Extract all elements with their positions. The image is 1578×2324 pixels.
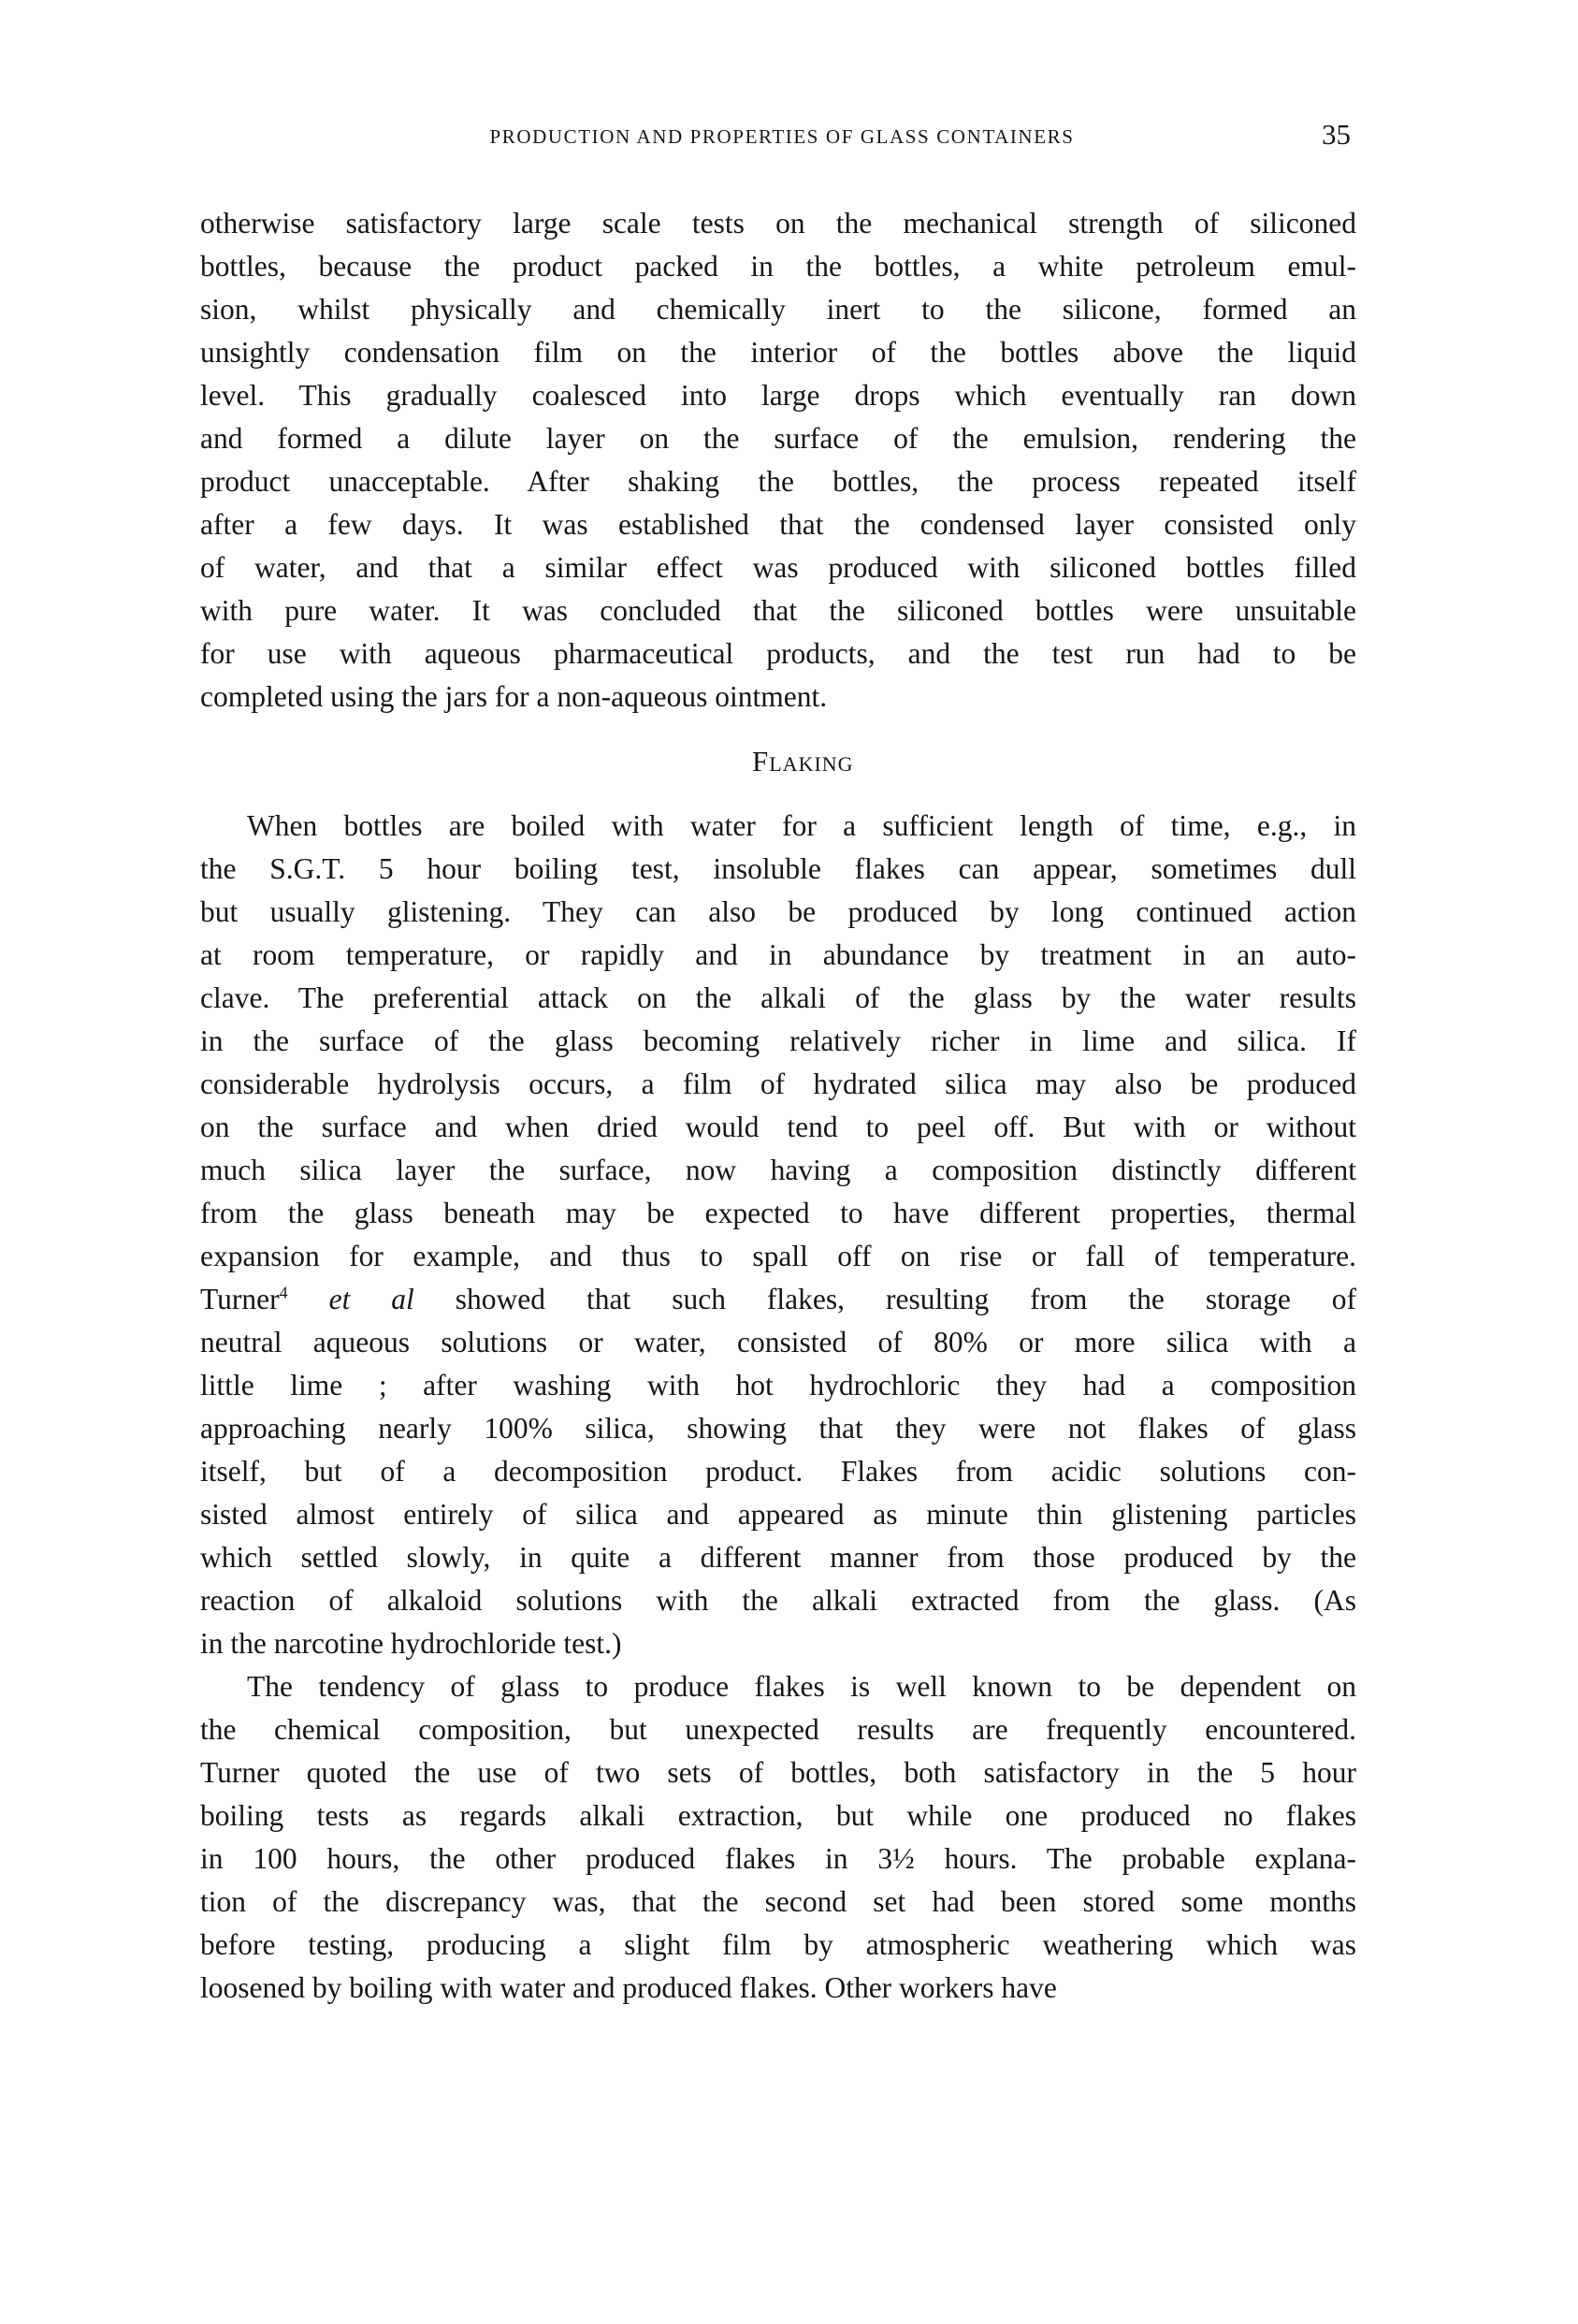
et-al: et al — [328, 1283, 414, 1315]
text-line: from the glass beneath may be expected to have different properties, thermal — [200, 1197, 1356, 1229]
text-line: When bottles are boiled with water for a sufficient length of time, e.g., in — [247, 809, 1356, 842]
text-line: and formed a dilute layer on the surface of the emulsion, rendering the — [200, 422, 1356, 455]
body-text — [200, 202, 1356, 2010]
text-line: with pure water. It was concluded that the siliconed bottles were unsuitable — [200, 594, 1356, 627]
paragraph-1 — [200, 202, 1356, 719]
author-name: Turner — [200, 1283, 280, 1315]
text-line: completed using the jars for a non-aqueous ointment. — [200, 680, 828, 713]
text-line: tion of the discrepancy was, that the second set had been stored some months — [200, 1885, 1356, 1918]
text-line: level. This gradually coalesced into large drops which eventually ran down — [200, 379, 1356, 412]
text-line: clave. The preferential attack on the alkali of the glass by the water results — [200, 981, 1356, 1014]
text-line: in the narcotine hydrochloride test.) — [200, 1627, 622, 1660]
running-title: PRODUCTION AND PROPERTIES OF GLASS CONTAINERS — [489, 125, 1075, 148]
reference-superscript: 4 — [279, 1283, 288, 1302]
text-line: but usually glistening. They can also be produced by long continued action — [200, 895, 1356, 928]
text-line: unsightly condensation film on the interior of the bottles above the liquid — [200, 336, 1356, 369]
text-line: considerable hydrolysis occurs, a film of hydrated silica may also be produced — [200, 1068, 1356, 1100]
text-line: The tendency of glass to produce flakes is well known to be dependent on — [247, 1670, 1356, 1703]
text-line: after a few days. It was established that the condensed layer consisted only — [200, 508, 1356, 541]
text-line: expansion for example, and thus to spall off on rise or fall of temperature. — [200, 1240, 1356, 1272]
text-line: at room temperature, or rapidly and in abundance by treatment in an auto- — [200, 938, 1356, 971]
text-line: itself, but of a decomposition product. Flakes from acidic solutions con- — [200, 1455, 1356, 1488]
text-line: sion, whilst physically and chemically inert to the silicone, formed an — [200, 293, 1356, 326]
text-line — [200, 1278, 1356, 1321]
text-line: in 100 hours, the other produced flakes in 3½ hours. The probable explana- — [200, 1842, 1356, 1875]
text-line: the S.G.T. 5 hour boiling test, insoluble flakes can appear, sometimes dull — [200, 852, 1356, 885]
text-line: on the surface and when dried would tend to peel off. But with or without — [200, 1111, 1356, 1143]
text-line: the chemical composition, but unexpected results are frequently encountered. — [200, 1713, 1356, 1746]
section-heading: Flaking — [752, 745, 854, 777]
text-line: much silica layer the surface, now having a composition distinctly different — [200, 1154, 1356, 1186]
text-line: Turner quoted the use of two sets of bottles, both satisfactory in the 5 hour — [200, 1756, 1356, 1789]
text-line: sisted almost entirely of silica and appeared as minute thin glistening particles — [200, 1498, 1356, 1531]
text-line: for use with aqueous pharmaceutical products, and the test run had to be — [200, 637, 1356, 670]
text-line: product unacceptable. After shaking the bottles, the process repeated itself — [200, 465, 1356, 498]
text-line: which settled slowly, in quite a different manner from those produced by the — [200, 1541, 1356, 1574]
text-line: reaction of alkaloid solutions with the alkali extracted from the glass. (As — [200, 1584, 1356, 1617]
text-line: bottles, because the product packed in the bottles, a white petroleum emul- — [200, 250, 1356, 283]
text-line: loosened by boiling with water and produced flakes. Other workers have — [200, 1971, 1057, 2004]
text-line: little lime ; after washing with hot hydrochloric they had a composition — [200, 1369, 1356, 1402]
text-line: before testing, producing a slight film by atmospheric weathering which was — [200, 1928, 1356, 1961]
text-line: approaching nearly 100% silica, showing that they were not flakes of glass — [200, 1412, 1356, 1445]
page-number: 35 — [1322, 118, 1351, 151]
text-line: neutral aqueous solutions or water, consisted of 80% or more silica with a — [200, 1326, 1356, 1358]
text-line: otherwise satisfactory large scale tests on the mechanical strength of siliconed — [200, 207, 1356, 240]
text-line: of water, and that a similar effect was produced with siliconed bottles filled — [200, 551, 1356, 584]
paragraph-2 — [200, 805, 1356, 1665]
paragraph-3 — [200, 1665, 1356, 2010]
text-line: in the surface of the glass becoming relatively richer in lime and silica. If — [200, 1024, 1356, 1057]
text-line: boiling tests as regards alkali extraction, but while one produced no flakes — [200, 1799, 1356, 1832]
line-rest: showed that such flakes, resulting from the storage of — [413, 1283, 1357, 1315]
